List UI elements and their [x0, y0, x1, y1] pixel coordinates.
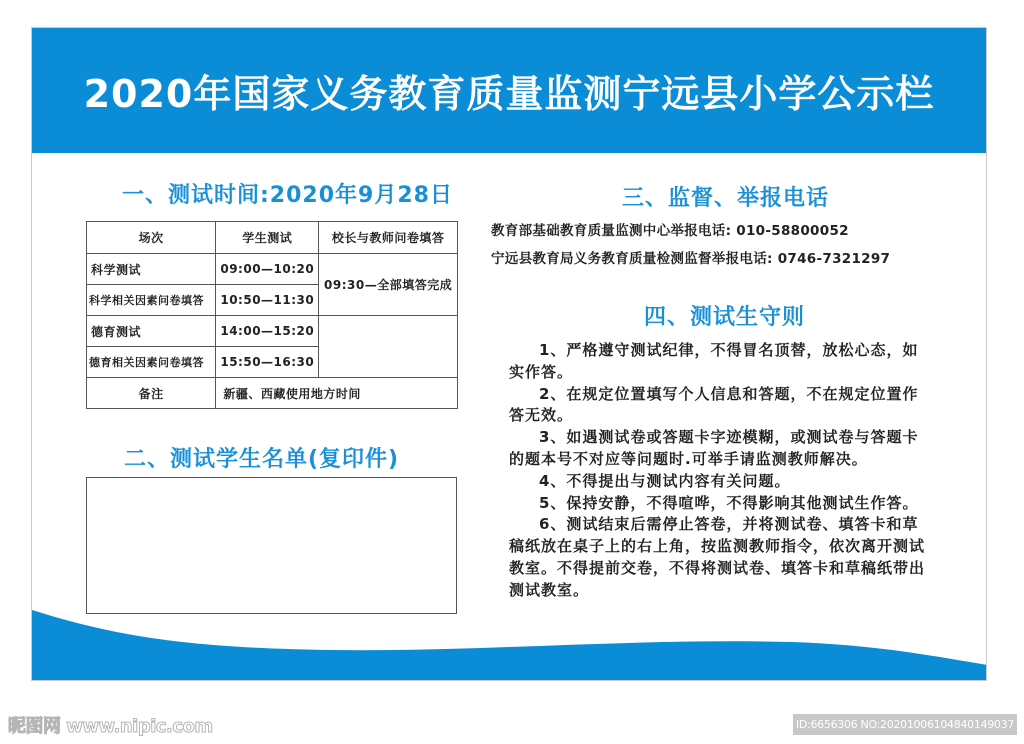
student-list-box: [86, 477, 457, 614]
header-student-test: 学生测试: [216, 222, 319, 254]
contact-line-ministry: 教育部基础教育质量监测中心举报电话: 010-58800052: [491, 223, 849, 239]
empty-cell: [319, 316, 458, 378]
table-row: [87, 316, 458, 347]
contact-line-county: 宁远县教育局义务教育质量检测监督举报电话: 0746-7321297: [491, 251, 891, 267]
watermark-nipic: 昵图网 www.nipic.com: [8, 716, 213, 737]
session-cell: 科学相关因素问卷填答: [87, 285, 216, 316]
rules-list: [509, 340, 927, 602]
rule-item: 6、测试结束后需停止答卷，并将测试卷、填答卡和草稿纸放在桌子上的右上角，按监测教师指令，依次离开测试教室。不得提前交卷，不得将测试卷、填答卡和草稿纸带出测试教室。: [509, 515, 926, 599]
section4-title: 四、测试生守则: [644, 305, 806, 330]
watermark-id: ID:6656306 NO:20201006104840149037: [793, 714, 1017, 735]
section2-title: 二、测试学生名单(复印件): [124, 447, 400, 472]
time-cell: 14:00—15:20: [216, 316, 319, 347]
header-session: 场次: [87, 222, 216, 254]
notice-board: [31, 27, 987, 681]
time-cell: 10:50—11:30: [216, 285, 319, 316]
rule-item: 4、不得提出与测试内容有关问题。: [539, 471, 791, 490]
bottom-wave-decoration: [32, 610, 987, 680]
schedule-table: [86, 221, 458, 409]
rule-item: 2、在规定位置填写个人信息和答题，不在规定位置作答无效。: [509, 384, 919, 425]
section3-title: 三、监督、举报电话: [622, 186, 830, 211]
time-cell: 15:50—16:30: [216, 347, 319, 378]
header-principal-teacher: 校长与教师问卷填答: [319, 222, 458, 254]
table-row-remark: [87, 378, 458, 409]
rule-item: 5、保持安静，不得喧哗，不得影响其他测试生作答。: [539, 493, 919, 512]
board-header: [32, 28, 986, 153]
session-cell: 科学测试: [87, 254, 216, 285]
principal-teacher-time-cell: 09:30—全部填答完成: [319, 254, 458, 316]
rule-item: 1、严格遵守测试纪律，不得冒名顶替，放松心态，如实作答。: [509, 341, 919, 381]
rule-item: 3、如遇测试卷或答题卡字迹模糊，或测试卷与答题卡的题本号不对应等问题时.可举手请监测教师解决。: [509, 428, 919, 468]
remark-value: 新疆、西藏使用地方时间: [216, 378, 458, 409]
session-cell: 德育测试: [87, 316, 216, 347]
table-row: [87, 254, 458, 285]
board-title: 2020年国家义务教育质量监测宁远县小学公示栏: [83, 72, 935, 116]
time-cell: 09:00—10:20: [216, 254, 319, 285]
session-cell: 德育相关因素问卷填答: [87, 347, 216, 378]
section1-title: 一、测试时间:2020年9月28日: [122, 183, 453, 208]
remark-label: 备注: [87, 378, 216, 409]
table-header-row: [87, 222, 458, 254]
